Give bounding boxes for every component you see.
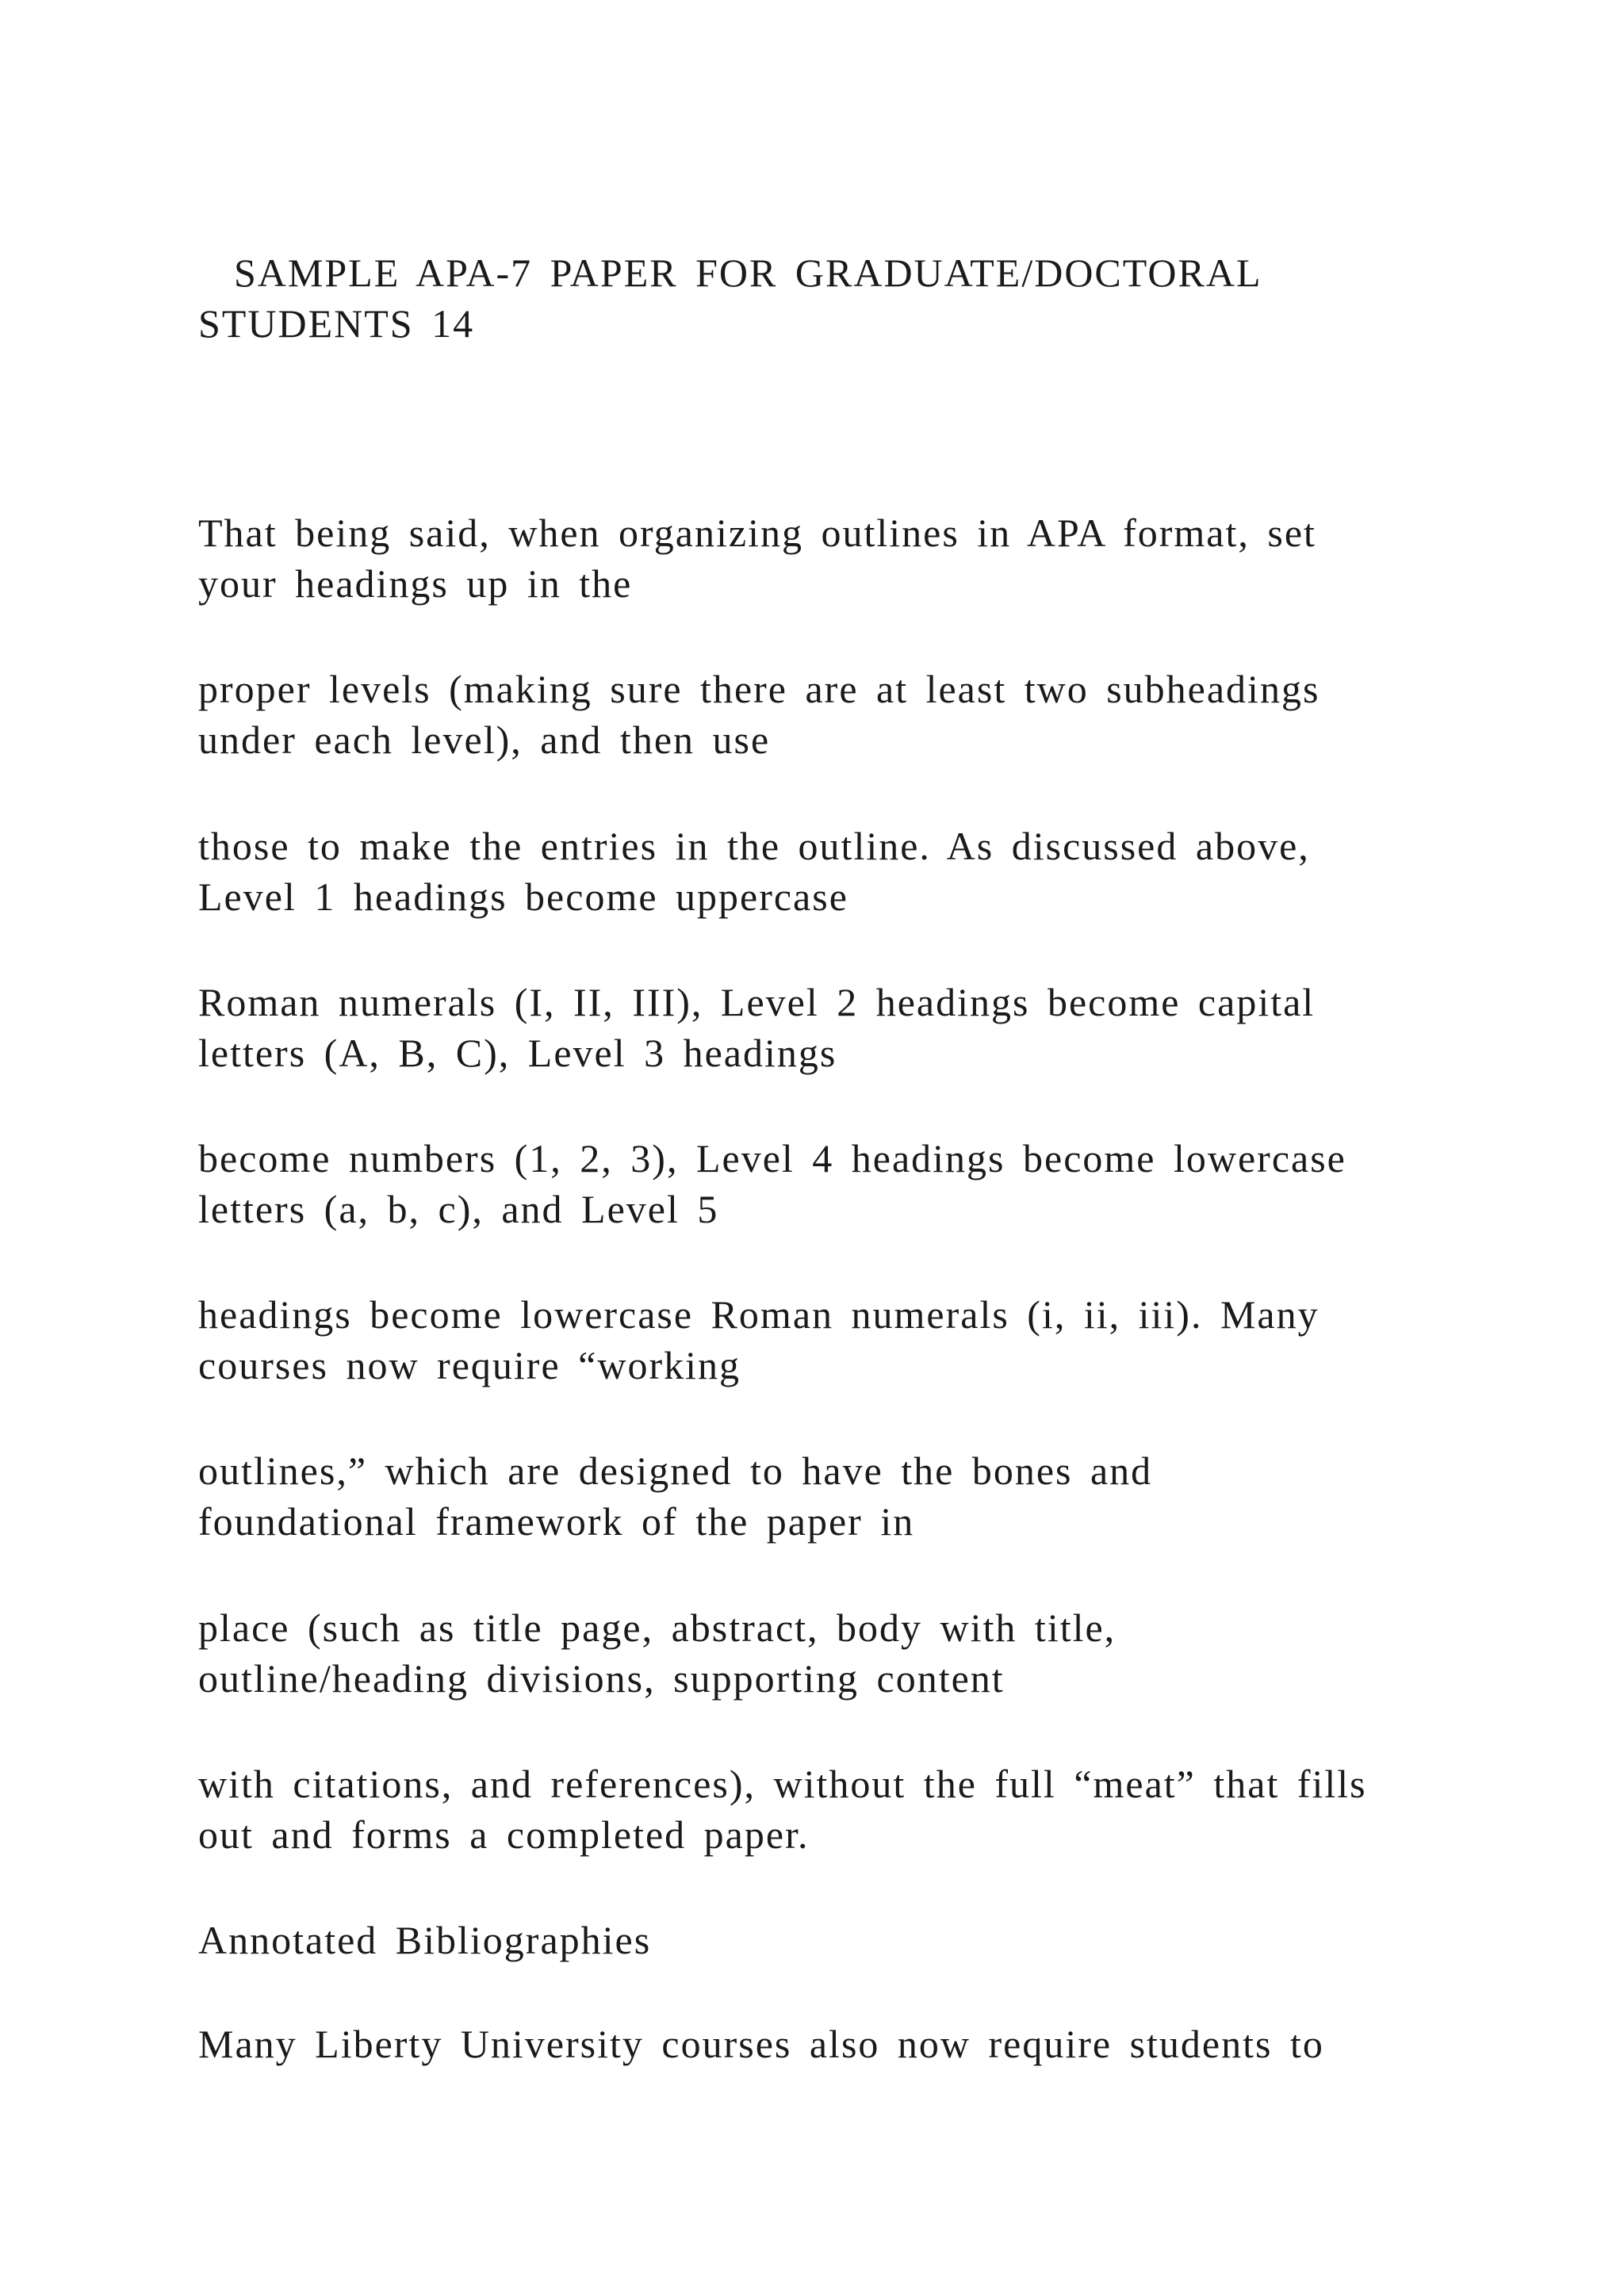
paragraph-9-line-2: out and forms a completed paper. (198, 1812, 810, 1857)
paragraph-2-line-1: proper levels (making sure there are at least two subheadings (198, 667, 1320, 711)
paragraph-3-line-2: Level 1 headings become uppercase (198, 874, 848, 919)
paragraph-4-line-1: Roman numerals (I, II, III), Level 2 headings become capital (198, 980, 1316, 1024)
section-heading: Annotated Bibliographies (198, 1918, 652, 1962)
paragraph-6-line-1: headings become lowercase Roman numerals (i, ii, iii). Many (198, 1292, 1320, 1337)
paragraph-2-line-2: under each level), and then use (198, 718, 771, 762)
paragraph-1-line-1: That being said, when organizing outlines in APA format, set (198, 511, 1316, 555)
paragraph-4-line-2: letters (A, B, C), Level 3 headings (198, 1031, 837, 1075)
paragraph-1-line-2: your headings up in the (198, 561, 633, 606)
paragraph-6-line-2: courses now require “working (198, 1343, 741, 1387)
paragraph-9-line-1: with citations, and references), without the full “meat” that fills (198, 1762, 1367, 1806)
paragraph-8-line-2: outline/heading divisions, supporting content (198, 1656, 1005, 1701)
paragraph-5-line-2: letters (a, b, c), and Level 5 (198, 1187, 719, 1231)
closing-line: Many Liberty University courses also now require students to (198, 2022, 1324, 2066)
paragraph-7-line-2: foundational framework of the paper in (198, 1499, 915, 1544)
paragraph-3-line-1: those to make the entries in the outline. As discussed above, (198, 824, 1310, 868)
running-head-line-1: SAMPLE APA-7 PAPER FOR GRADUATE/DOCTORAL (198, 251, 1262, 295)
paragraph-7-line-1: outlines,” which are designed to have the bones and (198, 1448, 1153, 1493)
running-head-line-2: STUDENTS 14 (198, 301, 475, 346)
paragraph-5-line-1: become numbers (1, 2, 3), Level 4 headings become lowercase (198, 1136, 1346, 1181)
paragraph-8-line-1: place (such as title page, abstract, body with title, (198, 1605, 1116, 1650)
